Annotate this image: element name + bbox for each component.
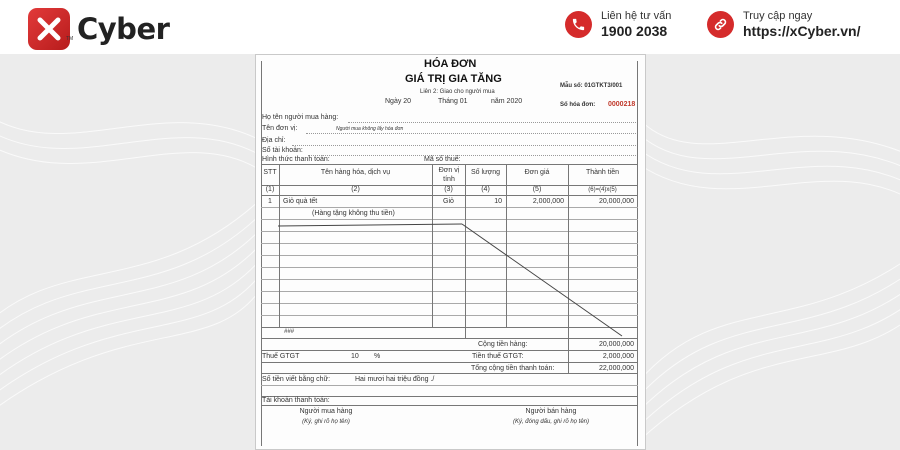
invoice-title: HÓA ĐƠN bbox=[424, 58, 477, 70]
item-unit: Giỏ bbox=[443, 198, 454, 205]
subtotal-value: 20,000,000 bbox=[598, 341, 634, 348]
vat-amount-value: 2,000,000 bbox=[602, 353, 634, 360]
trademark-mark: TM bbox=[66, 36, 74, 42]
date-year: năm 2020 bbox=[491, 98, 523, 105]
payment-account-label: Tài khoản thanh toán: bbox=[262, 397, 330, 404]
invoice-number: 0000218 bbox=[608, 101, 636, 108]
website-label: Truy cập ngay bbox=[743, 10, 813, 22]
subtotal-label: Cộng tiền hàng: bbox=[478, 341, 528, 348]
account-label: Số tài khoản: bbox=[262, 147, 303, 154]
item-unit-price: 2,000,000 bbox=[532, 198, 564, 205]
copy-note: Liên 2: Giao cho người mua bbox=[420, 89, 495, 95]
col-code-4: (4) bbox=[481, 186, 490, 193]
hotline-label: Liên hệ tư vấn bbox=[601, 10, 672, 22]
hotline-number[interactable]: 1900 2038 bbox=[601, 22, 668, 39]
col-header-item-name: Tên hàng hóa, dịch vụ bbox=[320, 169, 391, 176]
col-code-2: (2) bbox=[351, 186, 360, 193]
total-value: 22,000,000 bbox=[598, 365, 634, 372]
item-quantity: 10 bbox=[494, 198, 502, 205]
buyer-name-label: Họ tên người mua hàng: bbox=[262, 114, 339, 121]
col-header-quantity: Số lượng bbox=[470, 169, 501, 176]
col-header-stt: STT bbox=[263, 169, 277, 176]
item-stt: 1 bbox=[268, 198, 272, 205]
amount-in-words-label: Số tiền viết bằng chữ: bbox=[262, 376, 331, 383]
amount-in-words-value: Hai mươi hai triệu đồng ./ bbox=[355, 376, 435, 383]
link-icon bbox=[707, 11, 734, 38]
col-header-amount: Thành tiền bbox=[585, 169, 620, 176]
seller-signature-note: (Ký, đóng dấu, ghi rõ họ tên) bbox=[512, 419, 590, 425]
hash-mark: ### bbox=[284, 329, 295, 335]
vat-rate-percent: % bbox=[374, 353, 381, 360]
hotline-contact[interactable] bbox=[565, 10, 671, 39]
vat-rate-value: 10 bbox=[351, 353, 359, 360]
payment-method-label: Hình thức thanh toán: bbox=[262, 156, 330, 163]
form-number: Mẫu số: 01GTKT3/001 bbox=[560, 83, 623, 89]
unit-name-label: Tên đơn vị: bbox=[262, 125, 298, 132]
vat-rate-label: Thuế GTGT bbox=[262, 353, 300, 360]
unit-name-value: Người mua không lấy hóa đơn bbox=[336, 126, 404, 132]
vat-amount-label: Tiền thuế GTGT: bbox=[472, 353, 524, 360]
item-name: Giỏ quà tết bbox=[283, 198, 318, 205]
buyer-signature-title: Người mua hàng bbox=[299, 408, 353, 415]
item-amount: 20,000,000 bbox=[598, 198, 634, 205]
col-code-1: (1) bbox=[265, 186, 275, 193]
website-contact[interactable] bbox=[707, 10, 860, 39]
buyer-signature-note: (Ký, ghi rõ họ tên) bbox=[302, 419, 350, 425]
phone-icon bbox=[565, 11, 592, 38]
strike-through-lines bbox=[256, 55, 646, 450]
invoice-number-label: Số hóa đơn: bbox=[560, 102, 596, 108]
brand-logo[interactable] bbox=[28, 8, 169, 50]
col-header-unit: Đơn vị tính bbox=[438, 167, 460, 183]
website-url[interactable]: https://xCyber.vn/ bbox=[743, 22, 861, 39]
col-code-3: (3) bbox=[444, 186, 453, 193]
col-code-5: (5) bbox=[532, 186, 542, 193]
invoice-subtitle: GIÁ TRỊ GIA TĂNG bbox=[405, 73, 502, 85]
x-logo-icon bbox=[28, 8, 70, 50]
col-header-unit-price: Đơn giá bbox=[524, 169, 550, 176]
seller-signature-title: Người bán hàng bbox=[525, 408, 577, 415]
date-day: Ngày 20 bbox=[385, 98, 412, 105]
item-note: (Hàng tặng không thu tiền) bbox=[312, 210, 395, 217]
date-month: Tháng 01 bbox=[438, 98, 468, 105]
vat-invoice-document bbox=[255, 54, 646, 450]
total-label: Tổng cộng tiền thanh toán: bbox=[471, 365, 555, 372]
brand-name: Cyber bbox=[77, 12, 170, 46]
address-label: Địa chỉ: bbox=[262, 137, 286, 144]
tax-code-label: Mã số thuế: bbox=[424, 156, 461, 163]
top-header bbox=[0, 0, 900, 54]
col-code-6: (6)=(4)x(5) bbox=[588, 187, 617, 193]
